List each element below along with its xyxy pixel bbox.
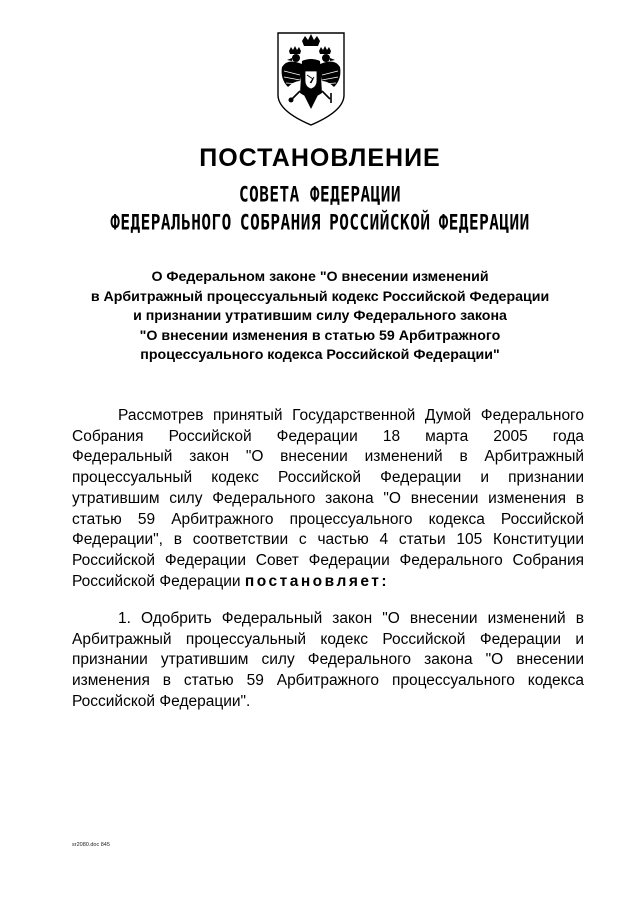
paragraph-line: Рассмотрев принятый Государственной Думой Федерального [118,407,584,424]
paragraph-line: процессуальный кодекс Российской Федерации и признании [72,469,584,487]
paragraph-line: Арбитражный процессуальный кодекс Российской Федерации и [72,630,584,648]
paragraph-line: Российской Федерации Совет Федерации Федерального Собрания [72,551,584,569]
heading-line: и признании утратившим силу Федерального закона [133,308,507,325]
coat-of-arms-icon [274,31,348,127]
resolves-keyword: постановляет: [244,572,390,590]
paragraph-line [72,572,584,593]
heading-line: в Арбитражный процессуальный кодекс Российской Федерации [90,288,550,305]
resolution-heading [40,268,600,366]
heading-line: О Федеральном законе "О внесении изменений [151,269,489,285]
heading-line: "О внесении изменения в статью 59 Арбитражного [139,327,501,344]
paragraph-line: Российской Федерации". [72,692,251,710]
paragraph-line: изменения в статью 59 Арбитражного процессуального кодекса [72,672,584,690]
document-file-code: sr2080.doc 845 [72,842,110,848]
paragraph-text: Российской Федерации [72,572,245,590]
paragraph-line: Федеральный закон "О внесении изменений в Арбитражный [72,448,584,466]
paragraph-considering [72,406,584,592]
paragraph-approve [72,609,584,713]
paragraph-line: признании утратившим силу Федерального закона "О внесении [72,651,584,669]
issuer-line-1: СОВЕТА ФЕДЕРАЦИИ [238,181,402,207]
paragraph-line: Собрания Российской Федерации 18 марта 2005 года [72,427,584,445]
paragraph-line: утратившим силу Федерального закона "О внесении изменения в [72,489,584,507]
paragraph-line: статью 59 Арбитражного процессуального кодекса Российской [72,510,584,528]
paragraph-line: Федерации", в соответствии с частью 4 статьи 105 Конституции [72,531,584,549]
paragraph-line: 1. Одобрить Федеральный закон "О внесении изменений в [118,610,584,627]
issuer-line-2: ФЕДЕРАЛЬНОГО СОБРАНИЯ РОССИЙСКОЙ ФЕДЕРАЦИИ [110,209,530,235]
document-title: ПОСТАНОВЛЕНИЕ [199,144,441,172]
heading-line: процессуального кодекса Российской Федерации" [140,347,500,364]
